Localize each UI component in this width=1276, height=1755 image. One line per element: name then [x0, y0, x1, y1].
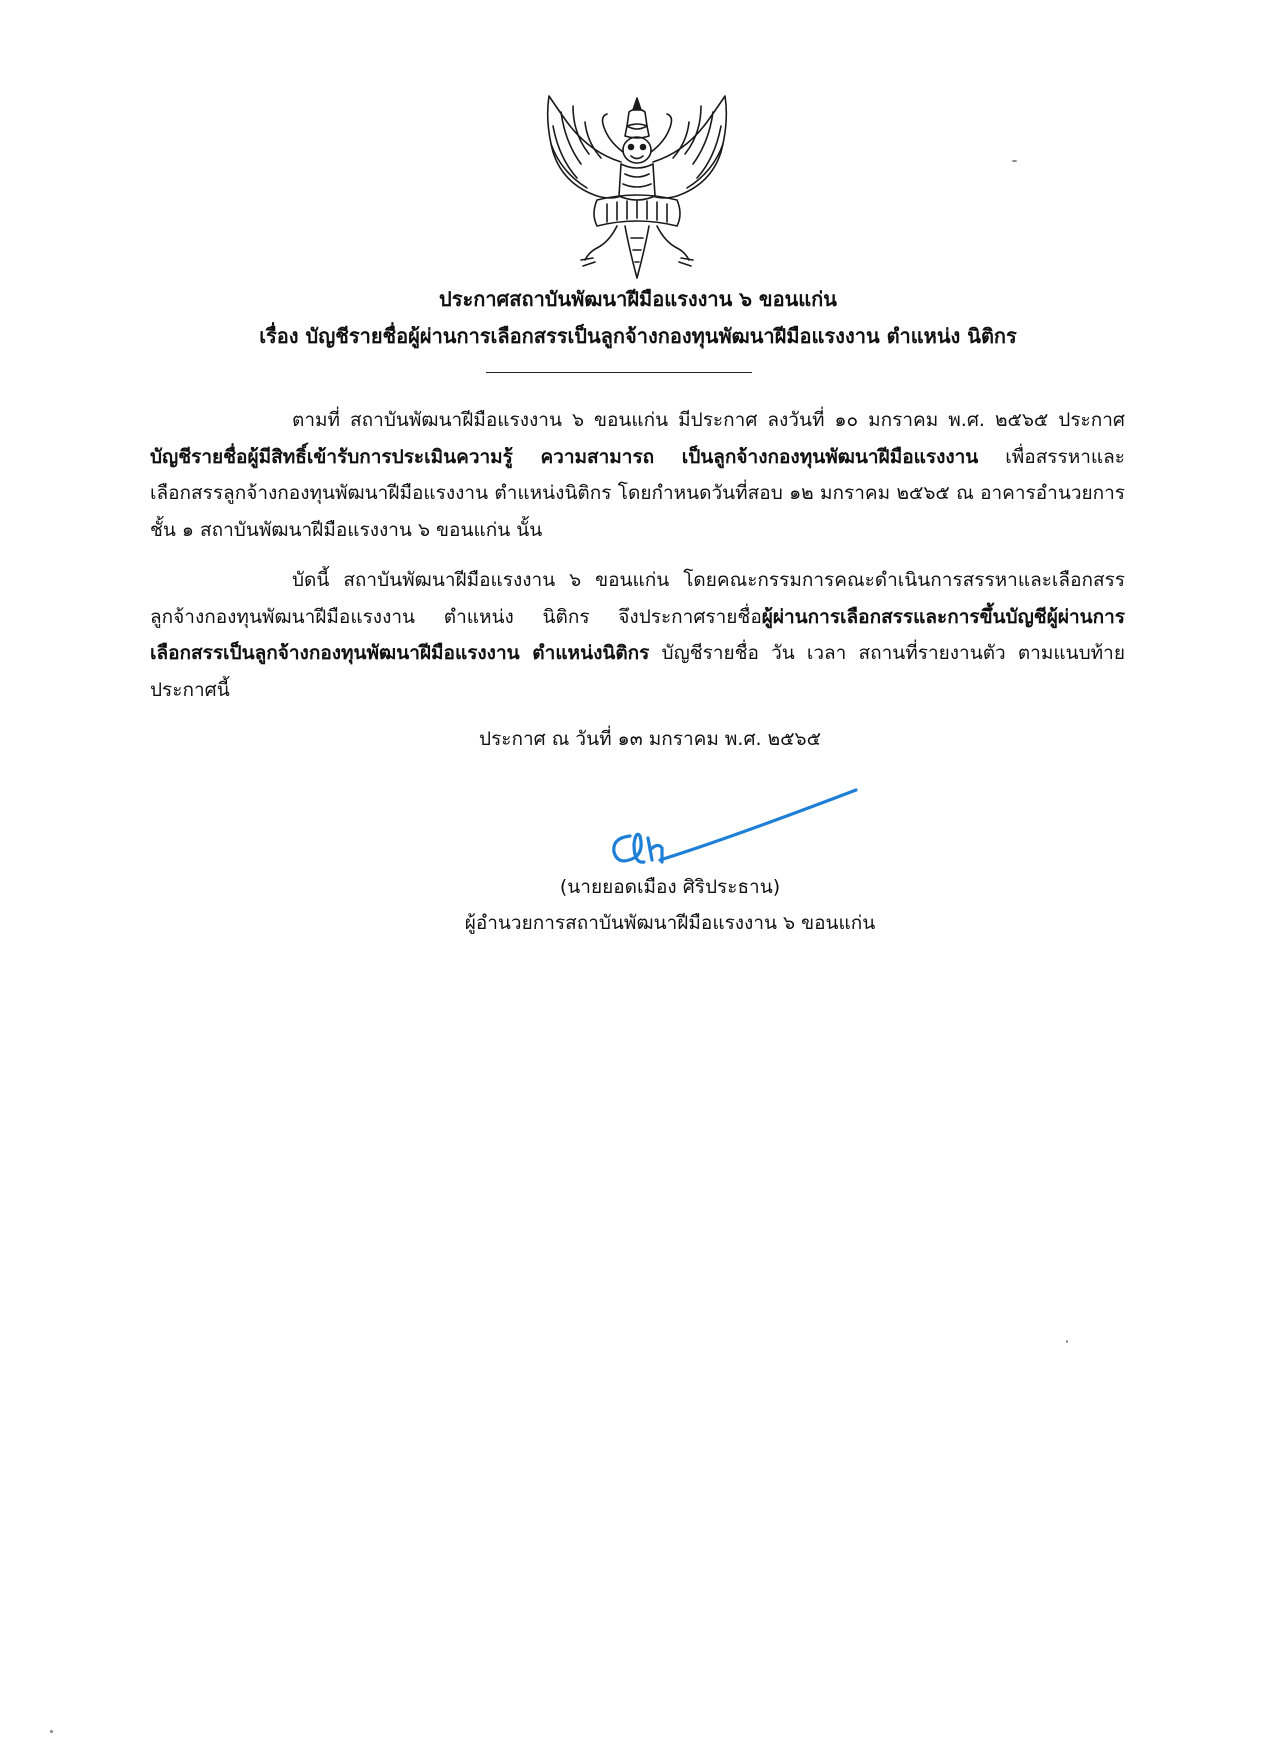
scan-speck	[1012, 160, 1017, 162]
body-paragraph-1	[150, 402, 1125, 548]
signer-name: (นายยอดเมือง ศิริประธาน)	[559, 876, 781, 898]
scan-speck	[50, 1730, 53, 1733]
para1-text-a: ตามที่ สถาบันพัฒนาฝีมือแรงงาน ๖ ขอนแก่น มีประกาศ ลงวันที่ ๑๐ มกราคม พ.ศ. ๒๕๖๕ ประกาศ	[292, 409, 1125, 431]
para2-text-b: บัญชีรายชื่อ วัน เวลา สถานที่รายงานตัว ตามแนบท้ายประกาศนี้	[150, 642, 1125, 701]
para2-text-a: บัดนี้ สถาบันพัฒนาฝีมือแรงงาน ๖ ขอนแก่น โดยคณะกรรมการคณะดำเนินการสรรหาและเลือกสรรลูกจ้างกองทุนพัฒนาฝีมือแรงงาน ตำแหน่ง นิติกร จึงประกาศรายชื่อ	[150, 569, 1125, 628]
title-divider	[486, 372, 752, 373]
announcement-date: ประกาศ ณ วันที่ ๑๓ มกราคม พ.ศ. ๒๕๖๕	[479, 728, 821, 750]
announcement-title: ประกาศสถาบันพัฒนาฝีมือแรงงาน ๖ ขอนแก่น	[439, 287, 837, 311]
body-paragraph-2	[150, 562, 1125, 708]
announcement-subject: เรื่อง บัญชีรายชื่อผู้ผ่านการเลือกสรรเป็นลูกจ้างกองทุนพัฒนาฝีมือแรงงาน ตำแหน่ง นิติกร	[259, 324, 1017, 348]
para1-bold-a: บัญชีรายชื่อผู้มีสิทธิ์เข้ารับการประเมินความรู้ ความสามารถ เป็นลูกจ้างกองทุนพัฒนาฝีมือแรงงาน	[150, 445, 979, 468]
scan-speck	[1066, 1340, 1068, 1343]
garuda-emblem-icon	[537, 92, 737, 282]
para2-bold-a: ผู้ผ่านการเลือกสรรและการขึ้นบัญชีผู้ผ่านการเลือกสรรเป็นลูกจ้างกองทุนพัฒนาฝีมือแรงงาน ตำแหน่งนิติกร	[150, 605, 1125, 664]
para1-text-b: เพื่อสรรหาและเลือกสรรลูกจ้างกองทุนพัฒนาฝีมือแรงงาน ตำแหน่งนิติกร โดยกำหนดวันที่สอบ ๑๒ มกราคม ๒๕๖๕ ณ อาคารอำนวยการชั้น ๑ สถาบันพัฒนาฝีมือแรงงาน ๖ ขอนแก่น นั้น	[150, 445, 1126, 541]
signature-icon	[600, 778, 860, 878]
signer-position: ผู้อำนวยการสถาบันพัฒนาฝีมือแรงงาน ๖ ขอนแก่น	[464, 912, 876, 934]
